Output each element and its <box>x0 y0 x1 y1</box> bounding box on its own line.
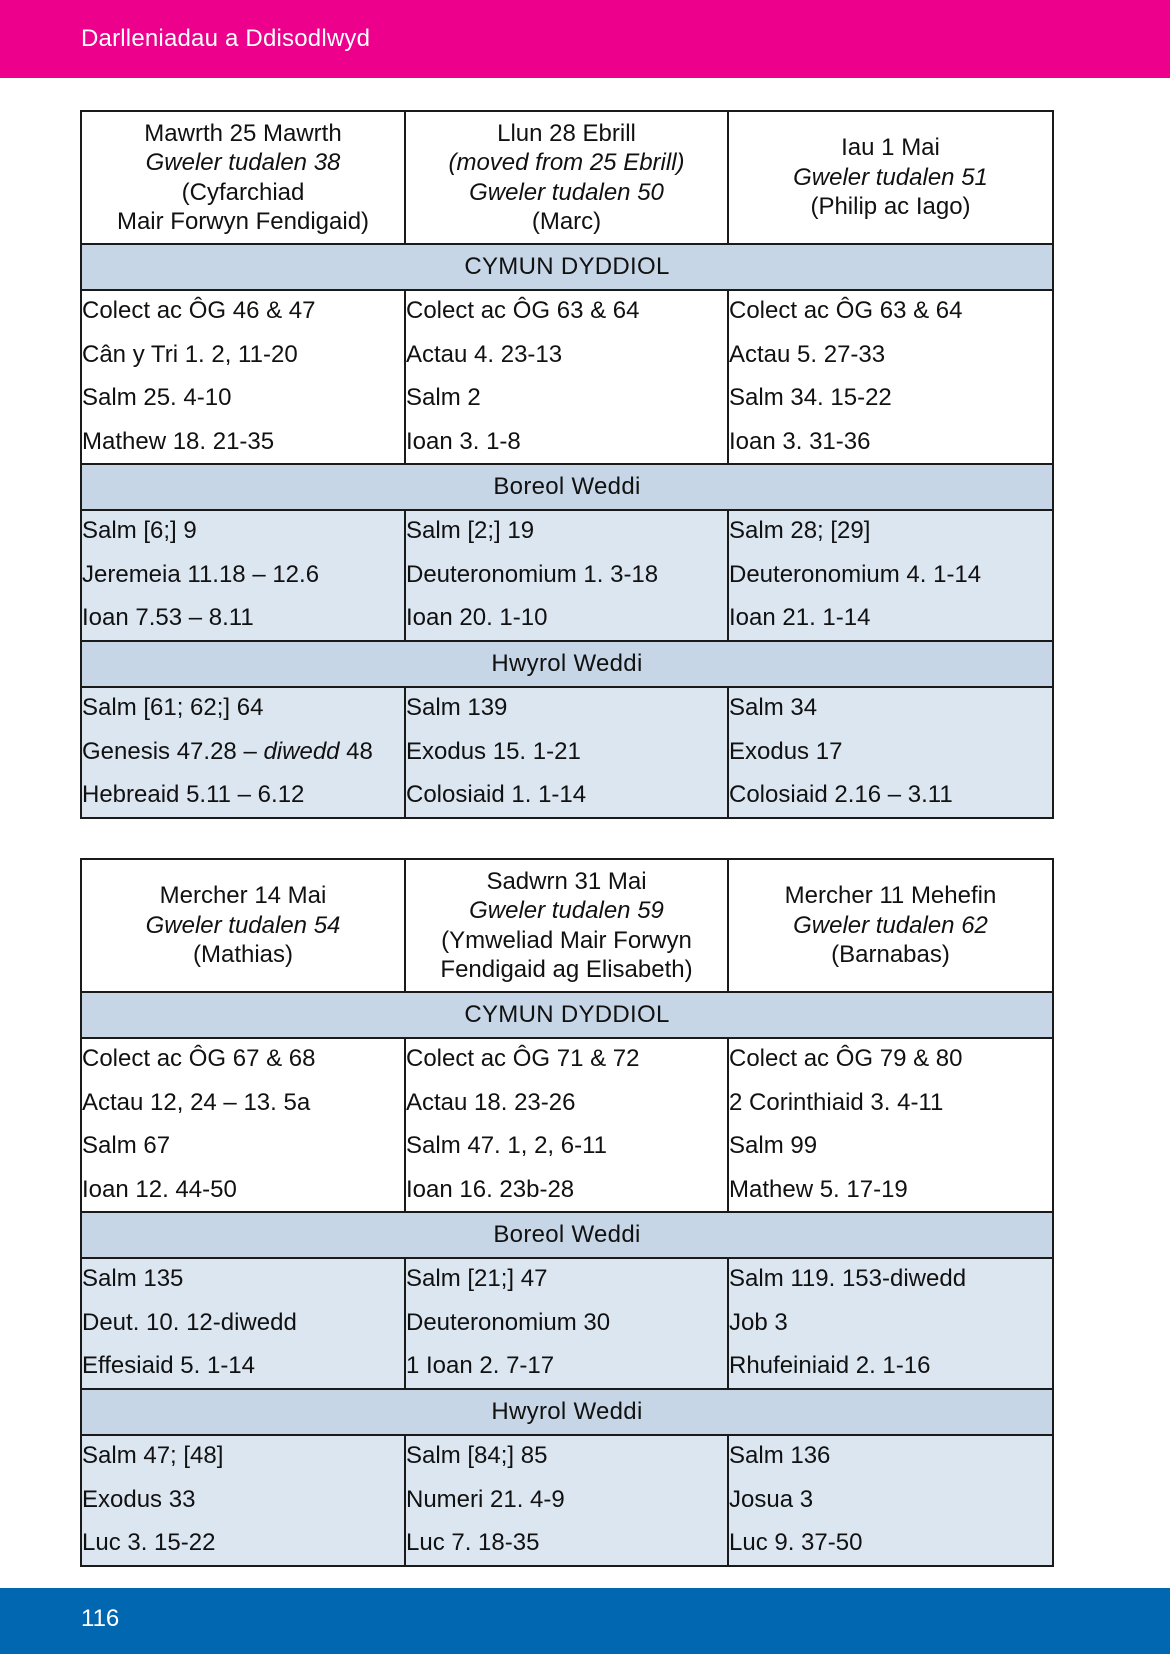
readings-cell <box>728 687 1053 818</box>
reading-line: Ioan 16. 23b-28 <box>406 1175 575 1203</box>
section-title: Boreol Weddi <box>81 1212 1053 1258</box>
reading-line: Mathew 18. 21-35 <box>82 427 275 455</box>
day-heading-line: Mawrth 25 Mawrth <box>144 119 342 147</box>
day-heading-line: Sadwrn 31 Mai <box>486 867 647 895</box>
page-number: 116 <box>81 1605 120 1632</box>
readings-row <box>81 687 1053 818</box>
reading-line: Actau 18. 23-26 <box>406 1088 576 1116</box>
section-title: CYMUN DYDDIOL <box>81 992 1053 1038</box>
reading-line: Salm 47. 1, 2, 6-11 <box>406 1132 607 1159</box>
reading-line: Salm [84;] 85 <box>406 1442 548 1469</box>
reading-line: Salm 99 <box>729 1132 818 1159</box>
day-heading-line: Gweler tudalen 62 <box>793 911 988 939</box>
reading-line: Exodus 17 <box>729 737 843 765</box>
day-heading-line: Llun 28 Ebrill <box>497 119 636 147</box>
day-header-row <box>81 859 1053 992</box>
reading-line: Colosiaid 2.16 – 3.11 <box>729 781 953 808</box>
reading-line <box>82 730 404 774</box>
reading-line: 1 Ioan 2. 7-17 <box>406 1352 555 1379</box>
day-heading-line: (moved from 25 Ebrill) <box>448 149 685 176</box>
readings-cell <box>728 1038 1053 1212</box>
day-heading-line: Mercher 11 Mehefin <box>784 882 997 910</box>
reading-line: Ioan 3. 1-8 <box>406 427 521 455</box>
section-title-row <box>81 464 1053 510</box>
reading-line: Job 3 <box>729 1308 788 1336</box>
day-heading <box>81 111 405 244</box>
reading-line: Colect ac ÔG 71 & 72 <box>406 1045 640 1072</box>
reading-line: Deuteronomium 30 <box>406 1308 611 1336</box>
reading-line: Ioan 21. 1-14 <box>729 604 871 631</box>
section-title-row <box>81 641 1053 687</box>
readings-row <box>81 290 1053 464</box>
reading-line: Ioan 20. 1-10 <box>406 604 548 631</box>
reading-line: Salm 47; [48] <box>82 1442 224 1469</box>
reading-line: Actau 12, 24 – 13. 5a <box>82 1088 311 1116</box>
readings-cell <box>728 1258 1053 1389</box>
section-title-row <box>81 244 1053 290</box>
readings-cell <box>81 687 405 818</box>
day-heading <box>405 111 728 244</box>
reading-line: Salm [2;] 19 <box>406 517 535 544</box>
reading-line: Salm 25. 4-10 <box>82 384 232 411</box>
reading-part: 48 <box>339 737 373 765</box>
reading-line: Salm 2 <box>406 384 481 411</box>
readings-cell <box>405 510 728 641</box>
reading-line: Deut. 10. 12-diwedd <box>82 1308 297 1336</box>
day-heading-line: (Cyfarchiad <box>181 178 305 206</box>
section-title-row <box>81 1389 1053 1435</box>
readings-row <box>81 1435 1053 1566</box>
reading-line: Salm [21;] 47 <box>406 1265 548 1292</box>
day-heading-line: (Mathias) <box>192 941 294 969</box>
reading-line: Actau 5. 27-33 <box>729 340 886 368</box>
readings-cell <box>405 687 728 818</box>
reading-line: Luc 9. 37-50 <box>729 1529 863 1556</box>
day-heading-line: Iau 1 Mai <box>841 134 940 162</box>
readings-cell <box>81 1435 405 1566</box>
reading-line: Numeri 21. 4-9 <box>406 1485 565 1513</box>
day-heading-line: Gweler tudalen 59 <box>469 897 664 924</box>
day-heading-line: (Philip ac Iago) <box>810 193 971 221</box>
reading-line: 2 Corinthiaid 3. 4-11 <box>729 1088 944 1116</box>
section-title: Hwyrol Weddi <box>81 1389 1053 1435</box>
readings-cell <box>728 290 1053 464</box>
reading-line: Salm 136 <box>729 1442 831 1469</box>
reading-line: Jeremeia 11.18 – 12.6 <box>82 560 320 588</box>
reading-part: Genesis 47.28 – <box>82 737 264 765</box>
section-title: CYMUN DYDDIOL <box>81 244 1053 290</box>
readings-table-2 <box>80 858 1054 1567</box>
day-heading <box>405 859 728 992</box>
section-title: Boreol Weddi <box>81 464 1053 510</box>
day-heading-line: Fendigaid ag Elisabeth) <box>440 956 693 983</box>
header-band <box>0 0 1170 78</box>
reading-line: Mathew 5. 17-19 <box>729 1175 908 1203</box>
reading-line: Salm [61; 62;] 64 <box>82 694 264 721</box>
readings-cell <box>405 1435 728 1566</box>
reading-line: Colect ac ÔG 63 & 64 <box>406 297 640 324</box>
section-title-row <box>81 992 1053 1038</box>
reading-line: Actau 4. 23-13 <box>406 340 563 368</box>
day-header-row <box>81 111 1053 244</box>
reading-line: Salm 28; [29] <box>729 517 871 544</box>
readings-cell <box>81 1038 405 1212</box>
section-title-row <box>81 1212 1053 1258</box>
reading-line: Exodus 33 <box>82 1485 196 1513</box>
readings-cell <box>405 1258 728 1389</box>
day-heading <box>81 859 405 992</box>
day-heading-line: (Barnabas) <box>831 941 950 969</box>
reading-line: Salm 139 <box>406 694 508 721</box>
reading-line: Exodus 15. 1-21 <box>406 737 581 765</box>
reading-line: Josua 3 <box>729 1485 814 1513</box>
reading-line: Salm [6;] 9 <box>82 517 197 544</box>
footer-band <box>0 1588 1170 1654</box>
reading-line: Ioan 12. 44-50 <box>82 1175 237 1203</box>
reading-line: Cân y Tri 1. 2, 11-20 <box>82 340 298 368</box>
reading-line: Colect ac ÔG 67 & 68 <box>82 1045 316 1072</box>
day-heading-line: (Ymweliad Mair Forwyn <box>441 926 692 954</box>
reading-line: Deuteronomium 4. 1-14 <box>729 560 982 588</box>
readings-cell <box>405 290 728 464</box>
day-heading-line: Gweler tudalen 38 <box>145 149 341 176</box>
readings-row <box>81 1038 1053 1212</box>
section-title: Hwyrol Weddi <box>81 641 1053 687</box>
day-heading <box>728 111 1053 244</box>
readings-row <box>81 1258 1053 1389</box>
reading-line: Salm 34. 15-22 <box>729 384 892 411</box>
reading-line: Luc 3. 15-22 <box>82 1529 216 1556</box>
reading-line: Colosiaid 1. 1-14 <box>406 781 587 808</box>
readings-row <box>81 510 1053 641</box>
readings-cell <box>81 1258 405 1389</box>
reading-line: Colect ac ÔG 46 & 47 <box>82 297 316 324</box>
readings-cell <box>728 1435 1053 1566</box>
readings-table-1 <box>80 110 1054 819</box>
reading-line: Ioan 7.53 – 8.11 <box>82 604 254 631</box>
reading-line: Colect ac ÔG 63 & 64 <box>729 297 963 324</box>
day-heading-line: Gweler tudalen 54 <box>145 911 341 939</box>
reading-line: Salm 34 <box>729 694 818 721</box>
day-heading-line: (Marc) <box>531 208 602 235</box>
reading-line: Salm 67 <box>82 1132 171 1159</box>
day-heading-line: Mair Forwyn Fendigaid) <box>116 208 370 235</box>
reading-part: diwedd <box>263 737 340 765</box>
reading-line: Salm 135 <box>82 1265 184 1292</box>
reading-line: Luc 7. 18-35 <box>406 1529 540 1556</box>
day-heading <box>728 859 1053 992</box>
day-heading-line: Mercher 14 Mai <box>159 882 327 910</box>
reading-line: Effesiaid 5. 1-14 <box>82 1352 256 1379</box>
readings-cell <box>81 290 405 464</box>
reading-line: Salm 119. 153-diwedd <box>729 1265 967 1292</box>
readings-cell <box>405 1038 728 1212</box>
day-heading-line: Gweler tudalen 50 <box>469 178 664 206</box>
day-heading-line: Gweler tudalen 51 <box>793 163 988 191</box>
reading-line: Deuteronomium 1. 3-18 <box>406 560 659 588</box>
readings-cell <box>728 510 1053 641</box>
reading-line: Hebreaid 5.11 – 6.12 <box>82 781 305 808</box>
readings-cell <box>81 510 405 641</box>
running-title: Darlleniadau a Ddisodlwyd <box>81 25 371 52</box>
reading-line: Rhufeiniaid 2. 1-16 <box>729 1352 931 1379</box>
reading-line: Ioan 3. 31-36 <box>729 427 871 455</box>
reading-line: Colect ac ÔG 79 & 80 <box>729 1045 963 1072</box>
